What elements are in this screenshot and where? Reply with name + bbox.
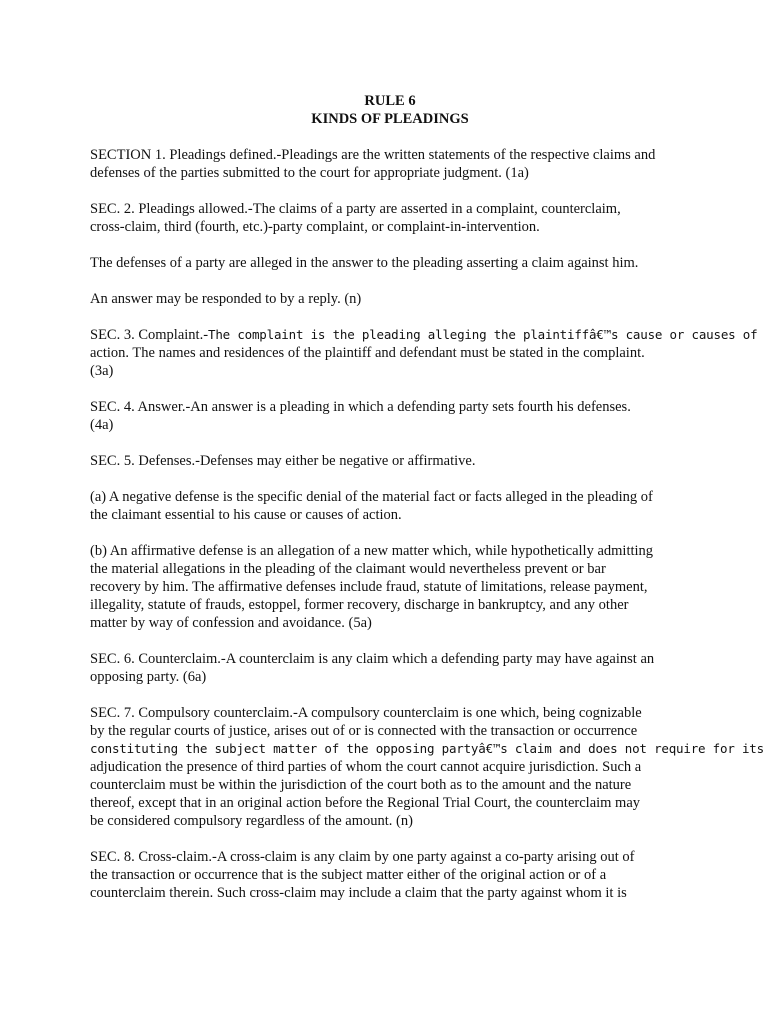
text-line: action. The names and residences of the plaintiff and defendant must be stated in the complaint.: [90, 345, 645, 361]
text-line: adjudication the presence of third parties of whom the court cannot acquire jurisdiction. Such a: [90, 759, 642, 775]
text-line: (3a): [90, 363, 114, 379]
section-2-paragraph: [90, 200, 690, 236]
rule-title: KINDS OF PLEADINGS: [311, 111, 469, 127]
text-line: An answer may be responded to by a reply. (n): [90, 291, 362, 307]
text-line: (b) An affirmative defense is an allegation of a new matter which, while hypothetically admitting: [90, 543, 654, 559]
affirmative-defense-paragraph: [90, 542, 690, 632]
section-3-paragraph: [90, 326, 758, 380]
section-5-paragraph: [90, 452, 690, 470]
text-line: SEC. 6. Counterclaim.-A counterclaim is any claim which a defending party may have against an: [90, 651, 655, 667]
text-line: by the regular courts of justice, arises out of or is connected with the transaction or occurrence: [90, 723, 638, 739]
defenses-paragraph: [90, 254, 690, 272]
text-line: The defenses of a party are alleged in the answer to the pleading asserting a claim against him.: [90, 255, 639, 271]
section-7-paragraph: [90, 704, 764, 830]
text-line: illegality, statute of frauds, estoppel, former recovery, discharge in bankruptcy, and any other: [90, 597, 629, 613]
section-4-paragraph: [90, 398, 690, 434]
text-line: cross-claim, third (fourth, etc.)-party complaint, or complaint-in-intervention.: [90, 219, 540, 235]
text-segment: SEC. 3. Complaint.-: [90, 327, 209, 343]
text-line: the material allegations in the pleading of the claimant would nevertheless prevent or bar: [90, 561, 606, 577]
text-line: SEC. 2. Pleadings allowed.-The claims of a party are asserted in a complaint, counterclaim,: [90, 201, 621, 217]
text-line: defenses of the parties submitted to the court for appropriate judgment. (1a): [90, 165, 529, 181]
text-line: opposing party. (6a): [90, 669, 207, 685]
text-line: counterclaim must be within the jurisdiction of the court both as to the amount and the nature: [90, 777, 632, 793]
text-line: SEC. 7. Compulsory counterclaim.-A compulsory counterclaim is one which, being cognizable: [90, 705, 642, 721]
text-segment-alt-font: The complaint is the pleading alleging the plaintiffâ€™s cause or causes of: [208, 327, 758, 342]
text-line: SEC. 4. Answer.-An answer is a pleading in which a defending party sets fourth his defenses.: [90, 399, 631, 415]
document-heading: [90, 92, 690, 128]
text-line: be considered compulsory regardless of the amount. (n): [90, 813, 413, 829]
text-line: SEC. 8. Cross-claim.-A cross-claim is any claim by one party against a co-party arising out of: [90, 849, 635, 865]
document-body: [90, 92, 764, 920]
text-line: SECTION 1. Pleadings defined.-Pleadings are the written statements of the respective claims and: [90, 147, 656, 163]
text-line: recovery by him. The affirmative defenses include fraud, statute of limitations, release payment,: [90, 579, 648, 595]
text-line: counterclaim therein. Such cross-claim may include a claim that the party against whom it is: [90, 885, 627, 901]
reply-paragraph: [90, 290, 690, 308]
text-line: SEC. 5. Defenses.-Defenses may either be negative or affirmative.: [90, 453, 476, 469]
section-6-paragraph: [90, 650, 690, 686]
rule-number: RULE 6: [364, 93, 416, 109]
text-line: (4a): [90, 417, 114, 433]
text-line: thereof, except that in an original action before the Regional Trial Court, the counterclaim may: [90, 795, 641, 811]
negative-defense-paragraph: [90, 488, 690, 524]
text-line: the claimant essential to his cause or causes of action.: [90, 507, 402, 523]
text-line: matter by way of confession and avoidance. (5a): [90, 615, 372, 631]
section-1-paragraph: [90, 146, 690, 182]
text-line: the transaction or occurrence that is the subject matter either of the original action or of a: [90, 867, 607, 883]
section-8-paragraph: [90, 848, 690, 902]
text-line: (a) A negative defense is the specific denial of the material fact or facts alleged in the pleading of: [90, 489, 653, 505]
text-line: [90, 326, 758, 344]
text-line-alt-font: constituting the subject matter of the opposing partyâ€™s claim and does not require for its: [90, 741, 764, 756]
